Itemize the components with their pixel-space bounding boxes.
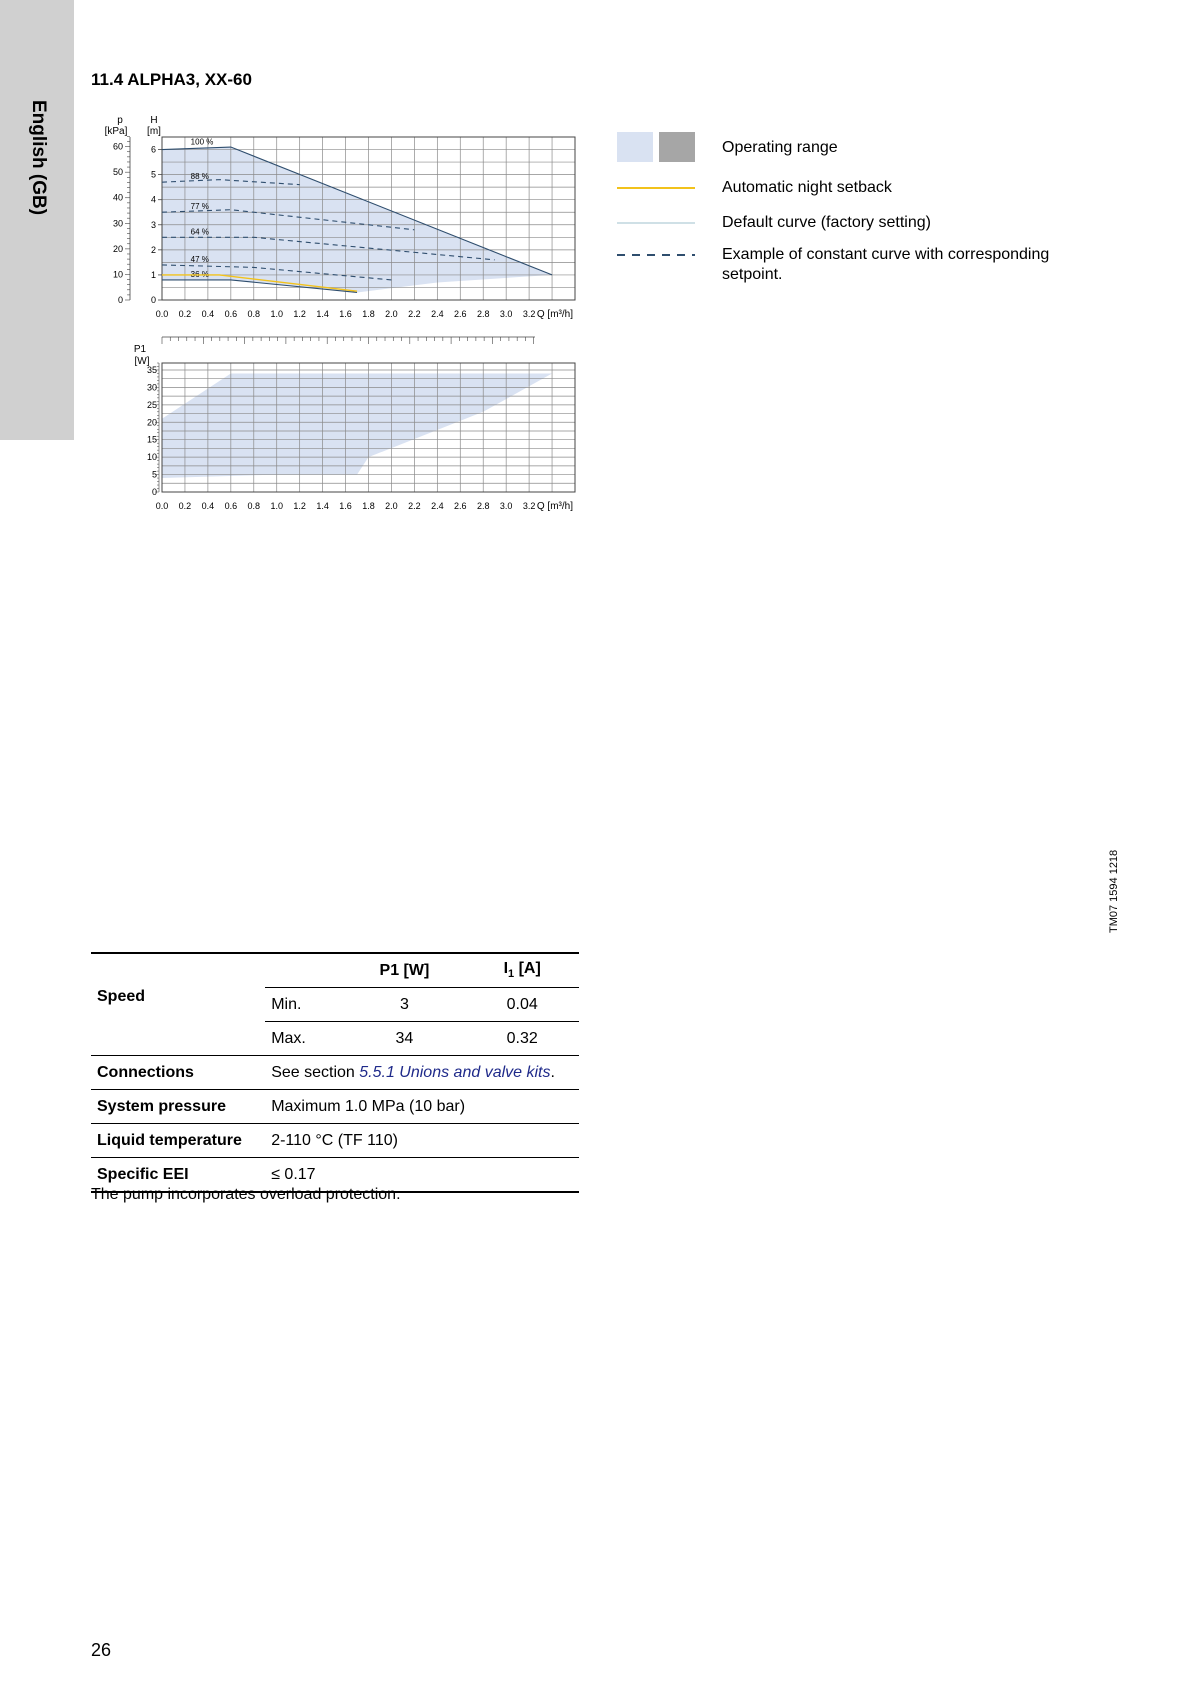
max-i1: 0.32 [465, 1022, 579, 1056]
h-axis-label: H [150, 115, 158, 126]
operating-range-swatch [617, 130, 707, 164]
spec-row-speed-min [91, 988, 579, 1022]
connections-label: Connections [97, 1063, 194, 1081]
x-tick-label: 3.0 [499, 309, 513, 319]
legend-item-operating-range [617, 130, 838, 169]
p1-axis-label: P1 [133, 344, 147, 355]
min-i1: 0.04 [465, 988, 579, 1022]
x-tick-label: 2.2 [408, 501, 421, 511]
section-title: 11.4 ALPHA3, XX-60 [91, 70, 252, 89]
max-p1: 34 [343, 1022, 465, 1056]
kpa-tick-label: 20 [112, 243, 123, 254]
chart-proportional-head [105, 115, 575, 320]
eei-label: Specific EEI [97, 1165, 189, 1183]
min-label: Min. [265, 988, 343, 1022]
x-tick-label: 1.0 [270, 501, 283, 511]
x-tick-label: 2.6 [454, 309, 467, 319]
kpa-tick-label: 40 [112, 192, 123, 203]
speed-label: Speed [91, 988, 265, 1056]
kpa-tick-label: 0 [117, 295, 123, 305]
x-tick-label: 1.2 [293, 501, 306, 511]
spec-header-row [91, 953, 579, 988]
kpa-tick-label: 60 [112, 141, 123, 152]
kpa-tick-label: 50 [112, 167, 123, 178]
spec-row-liquid-temperature [91, 1124, 579, 1158]
y-tick-label: 20 [146, 417, 157, 428]
spec-row-system-pressure [91, 1090, 579, 1124]
spec-table [91, 952, 579, 1193]
x-tick-label: 0.4 [201, 501, 215, 511]
unions-valve-kits-link[interactable]: 5.5.1 Unions and valve kits [359, 1063, 551, 1081]
x-tick-label: 0.6 [224, 501, 238, 511]
liquid-temp-value: 2-110 °C (TF 110) [271, 1131, 398, 1149]
legend-item-default-curve [617, 213, 931, 238]
kpa-axis-label: [kPa] [104, 126, 128, 137]
legend-label-constant-curve: Example of constant curve with corresponding setpoint. [722, 246, 1050, 283]
page-number: 26 [91, 1640, 112, 1660]
x-tick-label: 2.6 [454, 501, 467, 511]
x-tick-label: 3.2 [522, 501, 536, 511]
x-tick-label: 0.0 [155, 501, 169, 511]
col-header-p1: P1 [W] [379, 961, 430, 979]
x-tick-label: 1.8 [362, 501, 375, 511]
x-tick-label: 3.2 [522, 309, 536, 319]
x-axis-label: Q [m³/h] [536, 309, 573, 320]
language-tab-label: English (GB) [28, 100, 49, 216]
kpa-tick-label: 30 [112, 218, 123, 229]
x-tick-label: 2.8 [476, 309, 490, 319]
liquid-temp-label: Liquid temperature [97, 1131, 242, 1149]
y-tick-label: 10 [146, 452, 157, 463]
x-tick-label: 2.0 [385, 309, 398, 319]
curve-label: 100 % [190, 137, 214, 147]
y-tick-label: 35 [146, 364, 157, 375]
x-tick-label: 1.4 [316, 309, 329, 319]
chart-proportional-power [134, 337, 575, 512]
curve-label: 77 % [190, 202, 209, 212]
y-tick-label: 6 [150, 144, 156, 155]
curve-label: 36 % [190, 269, 209, 279]
y-tick-label: 0 [150, 295, 156, 305]
kpa-tick-label: 10 [112, 269, 123, 280]
x-tick-label: 0.2 [178, 309, 192, 319]
x-tick-label: 0.8 [247, 309, 261, 319]
y-tick-label: 5 [150, 169, 156, 180]
y-tick-label: 3 [150, 219, 156, 230]
x-tick-label: 1.6 [339, 309, 352, 319]
x-tick-label: 2.2 [408, 309, 421, 319]
x-tick-label: 1.0 [270, 309, 283, 319]
y-tick-label: 2 [150, 244, 156, 255]
default-curve-swatch [617, 213, 707, 233]
legend-label-night-setback: Automatic night setback [722, 179, 892, 196]
min-p1: 3 [343, 988, 465, 1022]
w-axis-label: [W] [134, 356, 150, 367]
x-tick-label: 0.4 [201, 309, 215, 319]
y-tick-label: 1 [150, 269, 156, 280]
max-label: Max. [265, 1022, 343, 1056]
x-tick-label: 1.8 [362, 309, 375, 319]
operating-range-area [162, 147, 552, 292]
y-tick-label: 25 [146, 399, 157, 410]
x-tick-label: 1.2 [293, 309, 306, 319]
m-axis-label: [m] [147, 126, 161, 137]
x-tick-label: 0.0 [155, 309, 169, 319]
y-tick-label: 0 [151, 487, 157, 497]
x-tick-label: 1.6 [339, 501, 352, 511]
curve-label: 47 % [190, 254, 209, 264]
overload-caption: The pump incorporates overload protection. [91, 1186, 401, 1203]
x-tick-label: 2.4 [431, 309, 444, 319]
tm-code: TM07 1594 1218 [1108, 849, 1120, 933]
legend-item-night-setback [617, 178, 892, 203]
x-tick-label: 0.2 [178, 501, 192, 511]
x-tick-label: 2.8 [476, 501, 490, 511]
operating-range-area [162, 373, 552, 478]
col-header-i1: $I_1$ [A] [503, 960, 541, 981]
system-pressure-label: System pressure [97, 1097, 226, 1115]
x-tick-label: 1.4 [316, 501, 329, 511]
x-tick-label: 0.6 [224, 309, 238, 319]
constant-curve-swatch [617, 245, 707, 265]
x-tick-label: 0.8 [247, 501, 261, 511]
legend-item-constant-curve [617, 245, 1050, 283]
p-axis-label: p [117, 115, 123, 126]
operating-range-light-swatch [617, 132, 653, 162]
y-tick-label: 15 [146, 434, 157, 445]
night-setback-swatch [617, 178, 707, 198]
y-tick-label: 30 [146, 382, 157, 393]
x-axis-label: Q [m³/h] [536, 501, 573, 512]
y-tick-label: 4 [150, 194, 156, 205]
x-tick-label: 3.0 [499, 501, 513, 511]
x-tick-label: 2.4 [431, 501, 444, 511]
y-tick-label: 5 [151, 469, 157, 480]
operating-range-dark-swatch [659, 132, 695, 162]
legend-label-operating-range: Operating range [722, 139, 838, 156]
system-pressure-value: Maximum 1.0 MPa (10 bar) [271, 1097, 466, 1115]
legend-label-default-curve: Default curve (factory setting) [722, 214, 931, 231]
curve-label: 64 % [190, 227, 209, 237]
curve-label: 88 % [190, 172, 209, 182]
spec-row-connections [91, 1056, 579, 1090]
connections-value: See section 5.5.1 Unions and valve kits. [271, 1063, 555, 1081]
eei-value: ≤ 0.17 [271, 1165, 316, 1183]
x-tick-label: 2.0 [385, 501, 398, 511]
